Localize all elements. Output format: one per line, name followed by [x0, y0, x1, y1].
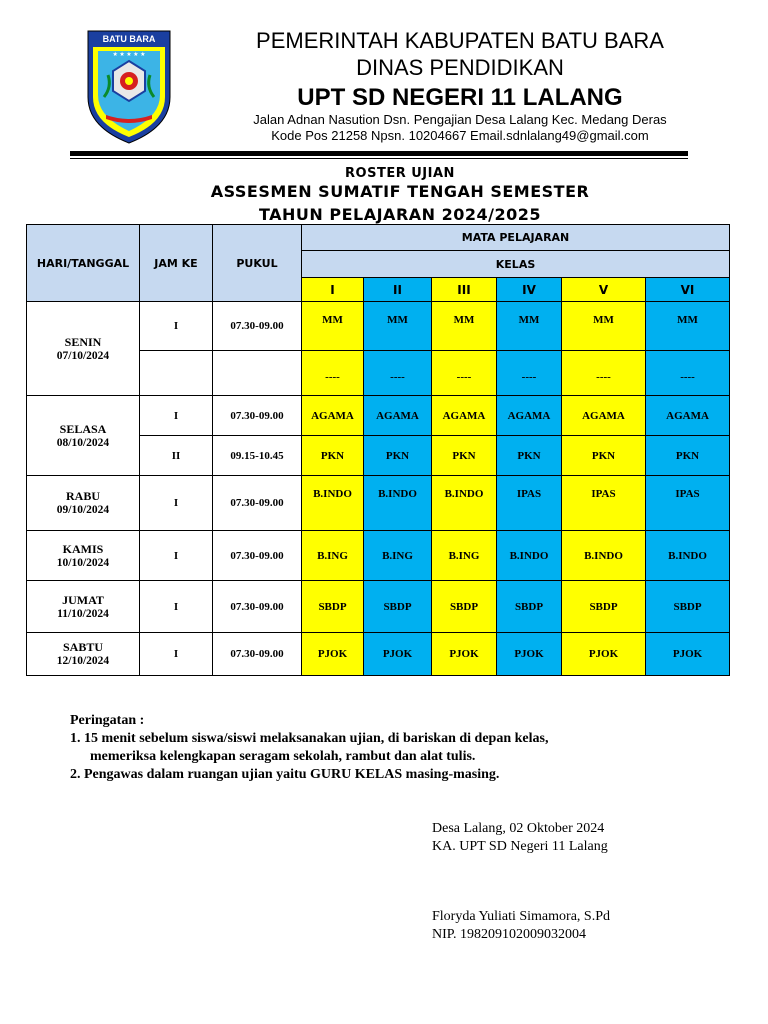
schedule-row [27, 633, 730, 676]
subject-cell: AGAMA [364, 396, 432, 436]
schedule-row [27, 396, 730, 436]
document-title: ROSTER UJIAN [345, 166, 455, 181]
subject-cell: AGAMA [562, 396, 646, 436]
day-name: SENIN [64, 334, 102, 349]
academic-year: TAHUN PELAJARAN 2024/2025 [258, 205, 542, 224]
batu-bara-emblem-logo [82, 27, 176, 145]
subject-cell: MM [562, 302, 646, 351]
day-name: SELASA [59, 421, 107, 436]
subject-cell: ---- [432, 351, 497, 396]
subject-cell: MM [364, 302, 432, 351]
subject-cell: SBDP [562, 581, 646, 633]
time-cell: 07.30-09.00 [213, 476, 302, 531]
schedule-row [27, 302, 730, 351]
header-day-date: HARI/TANGGAL [27, 225, 140, 302]
day-cell [27, 476, 140, 531]
subject-cell: B.ING [364, 531, 432, 581]
school-contact: Kode Pos 21258 Npsn. 10204667 Email.sdnlalang49@gmail.com [271, 128, 649, 143]
note-item-1: 1. 15 menit sebelum siswa/siswi melaksanakan ujian, di bariskan di depan kelas, [70, 731, 549, 746]
subject-cell: PJOK [646, 633, 730, 676]
time-cell: 07.30-09.00 [213, 633, 302, 676]
subject-cell: PKN [364, 436, 432, 476]
day-name: KAMIS [62, 541, 104, 556]
session-cell: II [140, 436, 213, 476]
subject-cell: ---- [364, 351, 432, 396]
subject-cell: MM [497, 302, 562, 351]
schedule-row [27, 531, 730, 581]
day-cell [27, 396, 140, 476]
header-subjects: MATA PELAJARAN [302, 225, 730, 251]
subject-cell: AGAMA [302, 396, 364, 436]
school-name: UPT SD NEGERI 11 LALANG [297, 84, 623, 111]
schedule-row [27, 476, 730, 531]
letterhead-rule-thick [70, 151, 688, 156]
day-cell [27, 581, 140, 633]
day-name: SABTU [62, 640, 103, 654]
subject-cell: B.INDO [364, 476, 432, 531]
time-cell: 07.30-09.00 [213, 531, 302, 581]
subject-cell: ---- [497, 351, 562, 396]
subject-cell: B.INDO [646, 531, 730, 581]
subject-cell: SBDP [646, 581, 730, 633]
header-class-5: V [562, 278, 646, 302]
time-cell: 07.30-09.00 [213, 396, 302, 436]
header-class-2: II [364, 278, 432, 302]
subject-cell: SBDP [302, 581, 364, 633]
department-name: DINAS PENDIDIKAN [356, 55, 564, 80]
subject-cell: ---- [646, 351, 730, 396]
subject-cell: PKN [646, 436, 730, 476]
subject-cell: PJOK [562, 633, 646, 676]
session-cell [140, 351, 213, 396]
day-date: 08/10/2024 [56, 436, 110, 449]
subject-cell: MM [432, 302, 497, 351]
day-name: RABU [65, 489, 100, 503]
header-class-6: VI [646, 278, 730, 302]
subject-cell: IPAS [497, 476, 562, 531]
logo-caption: BATU BARA [102, 34, 156, 44]
signature-name: Floryda Yuliati Simamora, S.Pd [432, 909, 610, 924]
subject-cell: B.INDO [432, 476, 497, 531]
header-classes: KELAS [302, 251, 730, 278]
subject-cell: B.INDO [497, 531, 562, 581]
subject-cell: SBDP [364, 581, 432, 633]
subject-cell: PKN [432, 436, 497, 476]
subject-cell: B.ING [302, 531, 364, 581]
subject-cell: PJOK [302, 633, 364, 676]
svg-text:★ ★ ★ ★ ★: ★ ★ ★ ★ ★ [112, 52, 146, 58]
session-cell: I [140, 531, 213, 581]
subject-cell: PKN [562, 436, 646, 476]
signature-position: KA. UPT SD Negeri 11 Lalang [432, 839, 608, 854]
subject-cell: AGAMA [497, 396, 562, 436]
header-class-1: I [302, 278, 364, 302]
subject-cell: B.INDO [302, 476, 364, 531]
time-cell: 09.15-10.45 [213, 436, 302, 476]
subject-cell: AGAMA [646, 396, 730, 436]
subject-cell: SBDP [432, 581, 497, 633]
subject-cell: ---- [302, 351, 364, 396]
time-cell: 07.30-09.00 [213, 302, 302, 351]
subject-cell: PJOK [497, 633, 562, 676]
subject-cell: PJOK [432, 633, 497, 676]
header-time: PUKUL [213, 225, 302, 302]
schedule-row [27, 581, 730, 633]
subject-cell: PKN [302, 436, 364, 476]
session-cell: I [140, 476, 213, 531]
header-class-3: III [432, 278, 497, 302]
time-cell: 07.30-09.00 [213, 581, 302, 633]
government-name: PEMERINTAH KABUPATEN BATU BARA [256, 28, 664, 53]
document-subtitle: ASSESMEN SUMATIF TENGAH SEMESTER [210, 182, 590, 201]
subject-cell: SBDP [497, 581, 562, 633]
header-session: JAM KE [140, 225, 213, 302]
subject-cell: AGAMA [432, 396, 497, 436]
day-date: 12/10/2024 [56, 655, 110, 667]
day-name: JUMAT [62, 592, 104, 607]
day-cell [27, 302, 140, 396]
header-class-4: IV [497, 278, 562, 302]
day-cell [27, 531, 140, 581]
session-cell: I [140, 302, 213, 351]
session-cell: I [140, 581, 213, 633]
exam-schedule-table [26, 224, 730, 676]
day-date: 09/10/2024 [56, 504, 110, 516]
subject-cell: B.ING [432, 531, 497, 581]
session-cell: I [140, 396, 213, 436]
session-cell: I [140, 633, 213, 676]
subject-cell: MM [646, 302, 730, 351]
day-cell [27, 633, 140, 676]
day-date: 07/10/2024 [56, 349, 110, 362]
note-item-1-continued: memeriksa kelengkapan seragam sekolah, rambut dan alat tulis. [90, 749, 476, 764]
school-address: Jalan Adnan Nasution Dsn. Pengajian Desa Lalang Kec. Medang Deras [253, 112, 667, 127]
subject-cell: B.INDO [562, 531, 646, 581]
day-date: 11/10/2024 [57, 607, 109, 620]
signature-nip: NIP. 198209102009032004 [432, 927, 587, 942]
note-item-2: 2. Pengawas dalam ruangan ujian yaitu GURU KELAS masing-masing. [70, 767, 500, 782]
time-cell [213, 351, 302, 396]
subject-cell: IPAS [646, 476, 730, 531]
subject-cell: ---- [562, 351, 646, 396]
subject-cell: PJOK [364, 633, 432, 676]
day-date: 10/10/2024 [56, 556, 110, 569]
letterhead-rule-thin [70, 158, 688, 159]
subject-cell: IPAS [562, 476, 646, 531]
signature-place-date: Desa Lalang, 02 Oktober 2024 [432, 821, 605, 836]
subject-cell: MM [302, 302, 364, 351]
subject-cell: PKN [497, 436, 562, 476]
notes-heading: Peringatan : [70, 713, 145, 728]
